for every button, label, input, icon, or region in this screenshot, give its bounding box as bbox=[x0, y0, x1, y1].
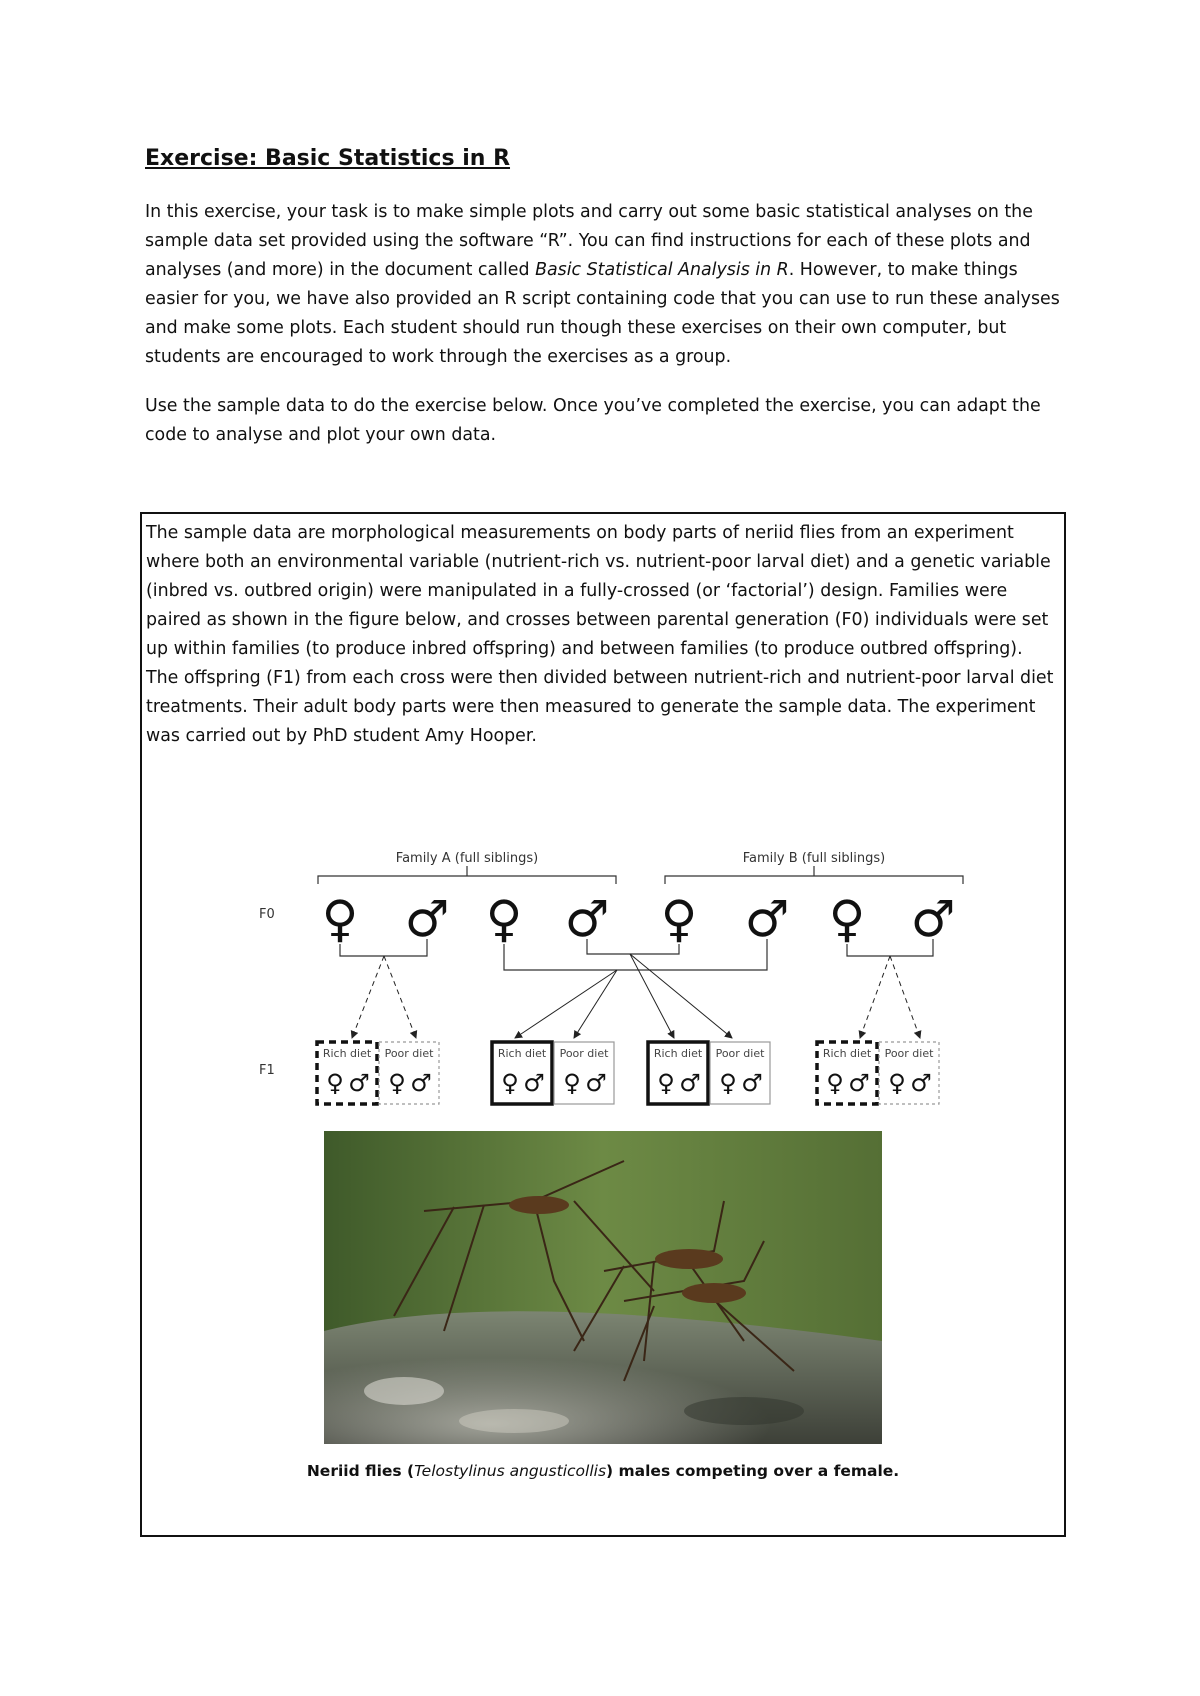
male-icon: ♂ bbox=[848, 1069, 870, 1097]
female-icon: ♀ bbox=[828, 890, 866, 948]
male-icon: ♂ bbox=[404, 890, 450, 948]
female-icon: ♀ bbox=[485, 890, 523, 948]
sample-data-description: The sample data are morphological measurements on body parts of neriid flies from an experiment where both an environmental variable (nutrient-rich vs. nutrient-poor larval diet) and a genetic variable (inbred vs. outbred origin) were manipulated in a fully-crossed (or ‘factorial’) design. Families were paired as shown in the figure below, and crosses between parental generation (F0) individuals were set up within families (to produce inbred offspring) and between families (to produce outbred offspring). The offspring (F1) from each cross were then divided between nutrient-rich and nutrient-poor larval diet treatments. Their adult body parts were then measured to generate the sample data. The experiment was carried out by PhD student Amy Hooper. bbox=[146, 523, 1054, 746]
generation-f1-label: F1 bbox=[259, 1063, 275, 1078]
family-a-label: Family A (full siblings) bbox=[395, 851, 539, 866]
caption-text-1: Neriid flies ( bbox=[306, 1462, 415, 1480]
rich-diet-label: Rich diet bbox=[822, 1047, 872, 1060]
sample-data-box bbox=[140, 512, 1066, 1537]
female-icon: ♀ bbox=[501, 1069, 519, 1097]
intro-text-1: In this exercise, your task is to make simple plots and carry out some basic statistical analyses on the sample data set provided using the software “R”. You can find instructions for each of these plots and analyses (and more) in the document called bbox=[145, 202, 1033, 280]
species-name: Telostylinus angusticollis bbox=[414, 1462, 607, 1480]
rich-diet-label: Rich diet bbox=[653, 1047, 703, 1060]
male-icon: ♂ bbox=[410, 1069, 432, 1097]
male-icon: ♂ bbox=[564, 890, 610, 948]
male-icon: ♂ bbox=[585, 1069, 607, 1097]
female-icon: ♀ bbox=[826, 1069, 844, 1097]
female-icon: ♀ bbox=[660, 890, 698, 948]
document-reference: Basic Statistical Analysis in R bbox=[535, 260, 789, 280]
rich-diet-label: Rich diet bbox=[497, 1047, 547, 1060]
family-b-label: Family B (full siblings) bbox=[742, 851, 886, 866]
poor-diet-label: Poor diet bbox=[559, 1047, 609, 1060]
female-icon: ♀ bbox=[321, 890, 359, 948]
instruction-paragraph: Use the sample data to do the exercise below. Once you’ve completed the exercise, you can adapt the code to analyse and plot your own data. bbox=[145, 396, 1041, 445]
male-icon: ♂ bbox=[910, 890, 956, 948]
breeding-design-diagram bbox=[142, 814, 1064, 1119]
family-b-bracket bbox=[665, 876, 963, 884]
poor-diet-label: Poor diet bbox=[384, 1047, 434, 1060]
poor-diet-label: Poor diet bbox=[884, 1047, 934, 1060]
female-icon: ♀ bbox=[888, 1069, 906, 1097]
page-title: Exercise: Basic Statistics in R bbox=[145, 146, 511, 171]
male-icon: ♂ bbox=[910, 1069, 932, 1097]
intro-text-2: . However, to make things easier for you, we have also provided an R script containing code that you can use to run these analyses and make some plots. Each student should run though these exercises on their own computer, but students are encouraged to work through the exercises as a group. bbox=[145, 260, 1060, 367]
poor-diet-label: Poor diet bbox=[715, 1047, 765, 1060]
female-icon: ♀ bbox=[563, 1069, 581, 1097]
rich-diet-label: Rich diet bbox=[322, 1047, 372, 1060]
male-icon: ♂ bbox=[744, 890, 790, 948]
photo-caption bbox=[142, 1462, 1064, 1480]
female-icon: ♀ bbox=[326, 1069, 344, 1097]
female-icon: ♀ bbox=[388, 1069, 406, 1097]
male-icon: ♂ bbox=[523, 1069, 545, 1097]
female-icon: ♀ bbox=[657, 1069, 675, 1097]
male-icon: ♂ bbox=[348, 1069, 370, 1097]
intro-paragraph bbox=[145, 198, 1070, 372]
generation-f0-label: F0 bbox=[259, 907, 275, 922]
male-icon: ♂ bbox=[741, 1069, 763, 1097]
family-a-bracket bbox=[318, 876, 616, 884]
female-icon: ♀ bbox=[719, 1069, 737, 1097]
caption-text-2: ) males competing over a female. bbox=[606, 1462, 900, 1480]
neriid-flies-photo bbox=[324, 1131, 882, 1444]
male-icon: ♂ bbox=[679, 1069, 701, 1097]
